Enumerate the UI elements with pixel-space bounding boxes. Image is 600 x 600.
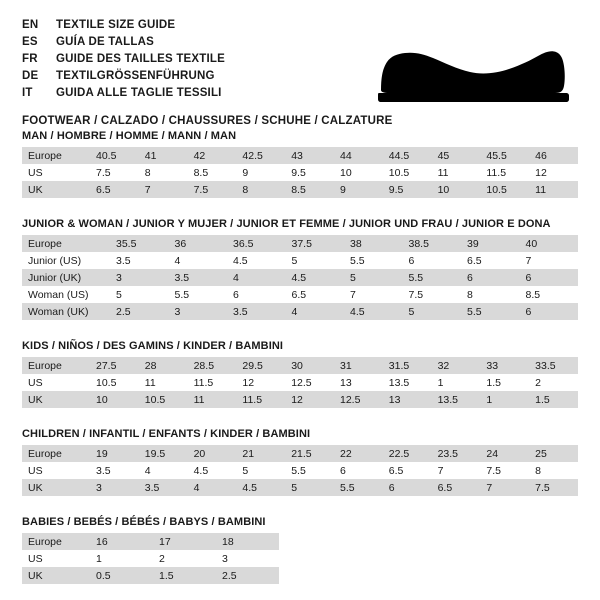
cell: 5 (285, 479, 334, 496)
size-table-children (22, 445, 578, 496)
language-code: EN (22, 19, 39, 31)
cell: 6.5 (383, 462, 432, 479)
cell: 11 (188, 391, 237, 408)
row-label: Europe (22, 357, 90, 374)
cell: 5.5 (285, 462, 334, 479)
table-row (22, 374, 578, 391)
group-man (22, 130, 578, 198)
language-title: TEXTILE SIZE GUIDE (56, 19, 176, 31)
cell: 13.5 (432, 391, 481, 408)
language-title-list (22, 18, 225, 103)
cell: 4 (188, 479, 237, 496)
cell: 7.5 (529, 479, 578, 496)
cell: 40 (520, 235, 579, 252)
language-row (22, 52, 225, 69)
cell: 4.5 (286, 269, 345, 286)
group-title-man: MAN / HOMBRE / HOMME / MANN / MAN (22, 130, 237, 142)
cell: 41 (139, 147, 188, 164)
cell: 8.5 (285, 181, 334, 198)
dress-shoe-icon (375, 28, 570, 108)
cell: 3 (110, 269, 169, 286)
cell: 3 (90, 479, 139, 496)
cell: 12.5 (334, 391, 383, 408)
table-row (22, 235, 578, 252)
cell: 7 (139, 181, 188, 198)
cell: 33 (480, 357, 529, 374)
cell: 36 (169, 235, 228, 252)
cell: 6 (227, 286, 286, 303)
cell: 10.5 (139, 391, 188, 408)
language-title-list-body (22, 18, 225, 103)
cell: 22.5 (383, 445, 432, 462)
language-title: GUIDA ALLE TAGLIE TESSILI (56, 87, 222, 99)
cell: 10 (90, 391, 139, 408)
cell: 7.5 (188, 181, 237, 198)
cell: 40.5 (90, 147, 139, 164)
cell: 6 (520, 269, 579, 286)
row-label: Europe (22, 445, 90, 462)
row-label: US (22, 374, 90, 391)
cell: 2.5 (216, 567, 279, 584)
table-row (22, 147, 578, 164)
cell: 39 (461, 235, 520, 252)
cell: 4 (286, 303, 345, 320)
row-label: Woman (US) (22, 286, 110, 303)
cell: 9 (236, 164, 285, 181)
cell: 38 (344, 235, 403, 252)
cell: 7.5 (90, 164, 139, 181)
cell: 2 (153, 550, 216, 567)
group-junior-woman (22, 218, 578, 320)
cell: 31.5 (383, 357, 432, 374)
cell: 2.5 (110, 303, 169, 320)
cell: 35.5 (110, 235, 169, 252)
row-label: Junior (UK) (22, 269, 110, 286)
cell: 10.5 (480, 181, 529, 198)
cell: 32 (432, 357, 481, 374)
group-title-babies: BABIES / BEBÉS / BÉBÉS / BABYS / BAMBINI (22, 516, 266, 528)
table-row (22, 357, 578, 374)
cell: 18 (216, 533, 279, 550)
cell: 6.5 (286, 286, 345, 303)
cell: 28 (139, 357, 188, 374)
cell: 4.5 (227, 252, 286, 269)
category-title: FOOTWEAR / CALZADO / CHAUSSURES / SCHUHE / CALZATURE (22, 115, 393, 127)
cell: 6.5 (461, 252, 520, 269)
cell: 30 (285, 357, 334, 374)
row-label: Europe (22, 147, 90, 164)
table-row (22, 567, 279, 584)
cell: 9 (334, 181, 383, 198)
cell: 4.5 (344, 303, 403, 320)
cell: 6 (520, 303, 579, 320)
cell: 46 (529, 147, 578, 164)
cell: 11 (432, 164, 481, 181)
cell: 1.5 (480, 374, 529, 391)
cell: 22 (334, 445, 383, 462)
cell: 6 (461, 269, 520, 286)
cell: 43 (285, 147, 334, 164)
table-row (22, 269, 578, 286)
table-row (22, 479, 578, 496)
cell: 12 (285, 391, 334, 408)
cell: 11 (529, 181, 578, 198)
row-label: Europe (22, 533, 90, 550)
cell: 3.5 (139, 479, 188, 496)
language-row (22, 86, 225, 103)
size-table-kids (22, 357, 578, 408)
table-row (22, 391, 578, 408)
cell: 24 (480, 445, 529, 462)
cell: 8 (236, 181, 285, 198)
group-title-junior-woman: JUNIOR & WOMAN / JUNIOR Y MUJER / JUNIOR ET FEMME / JUNIOR UND FRAU / JUNIOR E DONA (22, 218, 551, 230)
cell: 10 (432, 181, 481, 198)
cell: 21.5 (285, 445, 334, 462)
cell: 6 (383, 479, 432, 496)
cell: 5.5 (403, 269, 462, 286)
cell: 5 (286, 252, 345, 269)
cell: 8 (139, 164, 188, 181)
cell: 3.5 (169, 269, 228, 286)
cell: 4 (139, 462, 188, 479)
cell: 11.5 (480, 164, 529, 181)
row-label: Junior (US) (22, 252, 110, 269)
cell: 5 (344, 269, 403, 286)
group-title-kids: KIDS / NIÑOS / DES GAMINS / KINDER / BAMBINI (22, 340, 284, 352)
cell: 20 (188, 445, 237, 462)
cell: 12 (236, 374, 285, 391)
cell: 6 (403, 252, 462, 269)
cell: 5.5 (461, 303, 520, 320)
table-row (22, 164, 578, 181)
row-label: UK (22, 479, 90, 496)
cell: 12.5 (285, 374, 334, 391)
cell: 3 (169, 303, 228, 320)
cell: 21 (236, 445, 285, 462)
cell: 8.5 (188, 164, 237, 181)
cell: 7.5 (403, 286, 462, 303)
cell: 38.5 (403, 235, 462, 252)
cell: 5 (403, 303, 462, 320)
cell: 0.5 (90, 567, 153, 584)
cell: 33.5 (529, 357, 578, 374)
cell: 27.5 (90, 357, 139, 374)
language-code: IT (22, 87, 33, 99)
cell: 5.5 (334, 479, 383, 496)
cell: 7 (480, 479, 529, 496)
cell: 44.5 (383, 147, 432, 164)
cell: 37.5 (286, 235, 345, 252)
cell: 4 (227, 269, 286, 286)
cell: 10.5 (90, 374, 139, 391)
cell: 2 (529, 374, 578, 391)
cell: 1 (90, 550, 153, 567)
cell: 8 (461, 286, 520, 303)
cell: 19.5 (139, 445, 188, 462)
group-babies (22, 516, 578, 584)
cell: 6.5 (90, 181, 139, 198)
cell: 3.5 (110, 252, 169, 269)
row-label: UK (22, 181, 90, 198)
cell: 25 (529, 445, 578, 462)
cell: 3.5 (227, 303, 286, 320)
language-row (22, 35, 225, 52)
cell: 1.5 (529, 391, 578, 408)
cell: 3.5 (90, 462, 139, 479)
group-title-children: CHILDREN / INFANTIL / ENFANTS / KINDER / BAMBINI (22, 428, 311, 440)
cell: 7.5 (480, 462, 529, 479)
cell: 4.5 (188, 462, 237, 479)
row-label: US (22, 164, 90, 181)
cell: 11.5 (188, 374, 237, 391)
size-table-babies (22, 533, 279, 584)
cell: 1 (432, 374, 481, 391)
cell: 29.5 (236, 357, 285, 374)
cell: 5 (236, 462, 285, 479)
row-label: UK (22, 567, 90, 584)
cell: 4 (169, 252, 228, 269)
row-label: UK (22, 391, 90, 408)
cell: 8.5 (520, 286, 579, 303)
cell: 31 (334, 357, 383, 374)
language-row (22, 18, 225, 35)
cell: 11.5 (236, 391, 285, 408)
cell: 5.5 (169, 286, 228, 303)
cell: 13 (334, 374, 383, 391)
cell: 9.5 (285, 164, 334, 181)
cell: 13 (383, 391, 432, 408)
cell: 16 (90, 533, 153, 550)
language-code: FR (22, 53, 38, 65)
row-label: US (22, 550, 90, 567)
table-row (22, 550, 279, 567)
language-code: DE (22, 70, 39, 82)
cell: 7 (432, 462, 481, 479)
document-header (22, 18, 578, 127)
cell: 7 (520, 252, 579, 269)
cell: 45 (432, 147, 481, 164)
language-title: GUIDE DES TAILLES TEXTILE (56, 53, 225, 65)
cell: 9.5 (383, 181, 432, 198)
cell: 3 (216, 550, 279, 567)
cell: 23.5 (432, 445, 481, 462)
cell: 36.5 (227, 235, 286, 252)
cell: 8 (529, 462, 578, 479)
group-children (22, 428, 578, 496)
cell: 11 (139, 374, 188, 391)
cell: 6.5 (432, 479, 481, 496)
group-kids (22, 340, 578, 408)
language-code: ES (22, 36, 38, 48)
table-row (22, 462, 578, 479)
cell: 4.5 (236, 479, 285, 496)
cell: 42.5 (236, 147, 285, 164)
cell: 1.5 (153, 567, 216, 584)
language-title: TEXTILGRÖSSENFÜHRUNG (56, 70, 215, 82)
cell: 5 (110, 286, 169, 303)
cell: 28.5 (188, 357, 237, 374)
cell: 13.5 (383, 374, 432, 391)
cell: 1 (480, 391, 529, 408)
cell: 10 (334, 164, 383, 181)
cell: 12 (529, 164, 578, 181)
table-row (22, 303, 578, 320)
cell: 6 (334, 462, 383, 479)
table-row (22, 181, 578, 198)
row-label: US (22, 462, 90, 479)
size-table-man (22, 147, 578, 198)
row-label: Europe (22, 235, 110, 252)
table-row (22, 252, 578, 269)
cell: 7 (344, 286, 403, 303)
language-row (22, 69, 225, 86)
cell: 17 (153, 533, 216, 550)
language-title: GUÍA DE TALLAS (56, 36, 154, 48)
row-label: Woman (UK) (22, 303, 110, 320)
size-table-junior-woman (22, 235, 578, 320)
cell: 45.5 (480, 147, 529, 164)
table-row (22, 533, 279, 550)
table-row (22, 286, 578, 303)
table-row (22, 445, 578, 462)
cell: 42 (188, 147, 237, 164)
cell: 19 (90, 445, 139, 462)
cell: 44 (334, 147, 383, 164)
cell: 10.5 (383, 164, 432, 181)
cell: 5.5 (344, 252, 403, 269)
